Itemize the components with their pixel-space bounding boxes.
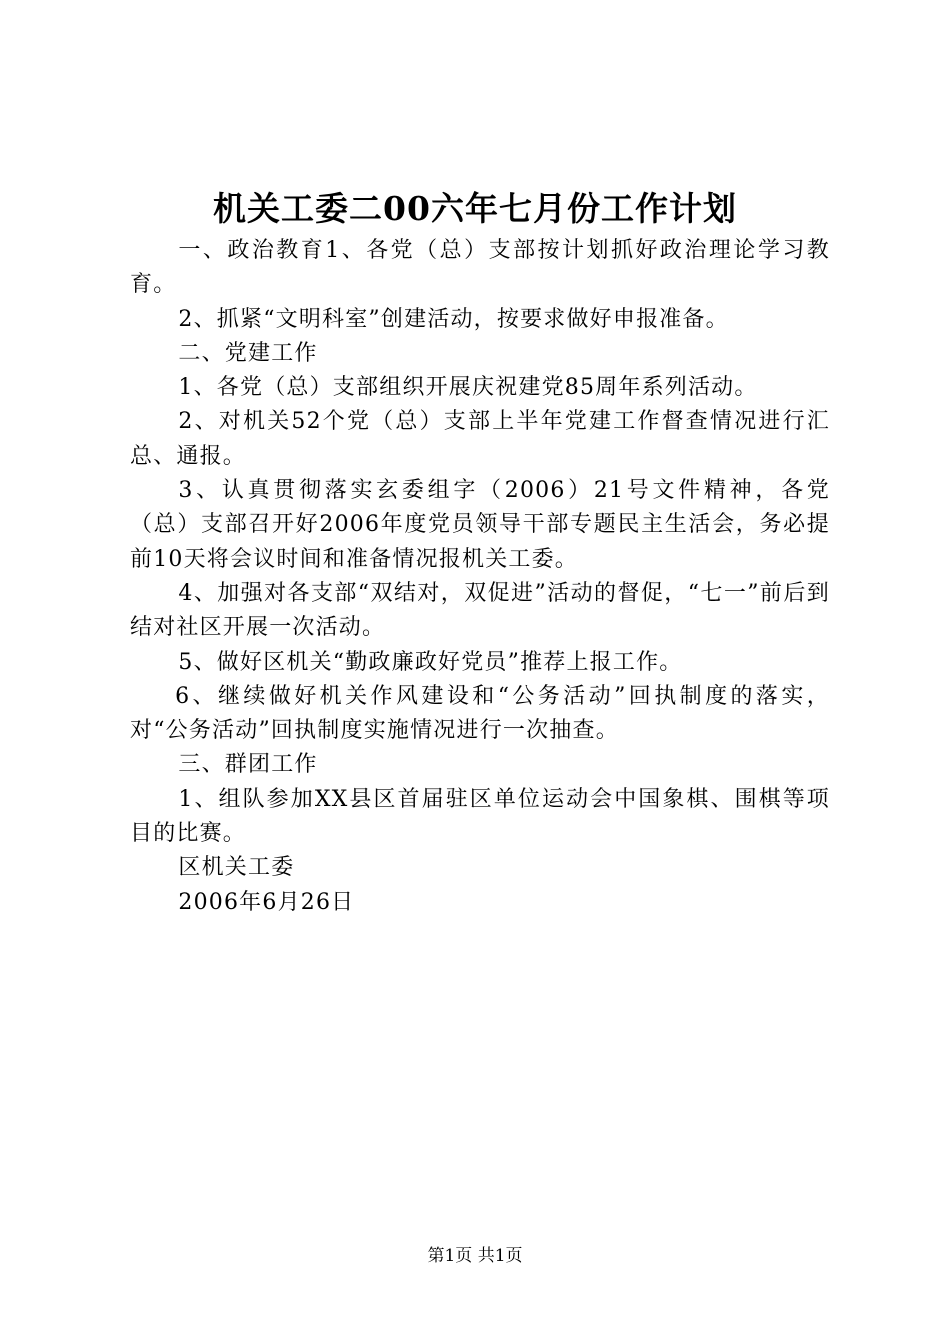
signature-organization: 区机关工委 [178,855,295,881]
page-number-footer: 第1页 共1页 [427,1246,523,1266]
paragraph-democratic-life-meeting: 3、认真贯彻落实玄委组字（2006）21号文件精神，各党（总）支部召开好2006年度党员领导干部专题民主生活会，务必提前10天将会议时间和准备情况报机关工委。 [130,478,830,572]
signature-date: 2006年6月26日 [178,889,355,915]
paragraph-pairing-activities: 4、加强对各支部“双结对，双促进”活动的督促，“七一”前后到结对社区开展一次活动。 [130,580,830,641]
paragraph-work-style-receipt: 6、继续做好机关作风建设和“公务活动”回执制度的落实，对“公务活动”回执制度实施情况进行一次抽查。 [130,683,830,744]
paragraph-model-member-recommendation: 5、做好区机关“勤政廉政好党员”推荐上报工作。 [178,649,683,675]
paragraph-inspection-summary: 2、对机关52个党（总）支部上半年党建工作督查情况进行汇总、通报。 [130,409,830,469]
heading-party-building: 二、党建工作 [178,340,318,366]
paragraph-anniversary-activities: 1、各党（总）支部组织开展庆祝建党85周年系列活动。 [178,375,758,401]
paragraph-political-education: 一、政治教育1、各党（总）支部按计划抓好政治理论学习教育。 [130,238,830,298]
document-body [130,234,830,920]
document-title: 机关工委二00六年七月份工作计划 [213,189,737,228]
heading-mass-organizations: 三、群团工作 [178,752,318,778]
paragraph-civilized-office: 2、抓紧“文明科室”创建活动，按要求做好申报准备。 [178,306,729,332]
paragraph-sports-meeting: 1、组队参加XX县区首届驻区单位运动会中国象棋、围棋等项目的比赛。 [130,786,830,847]
